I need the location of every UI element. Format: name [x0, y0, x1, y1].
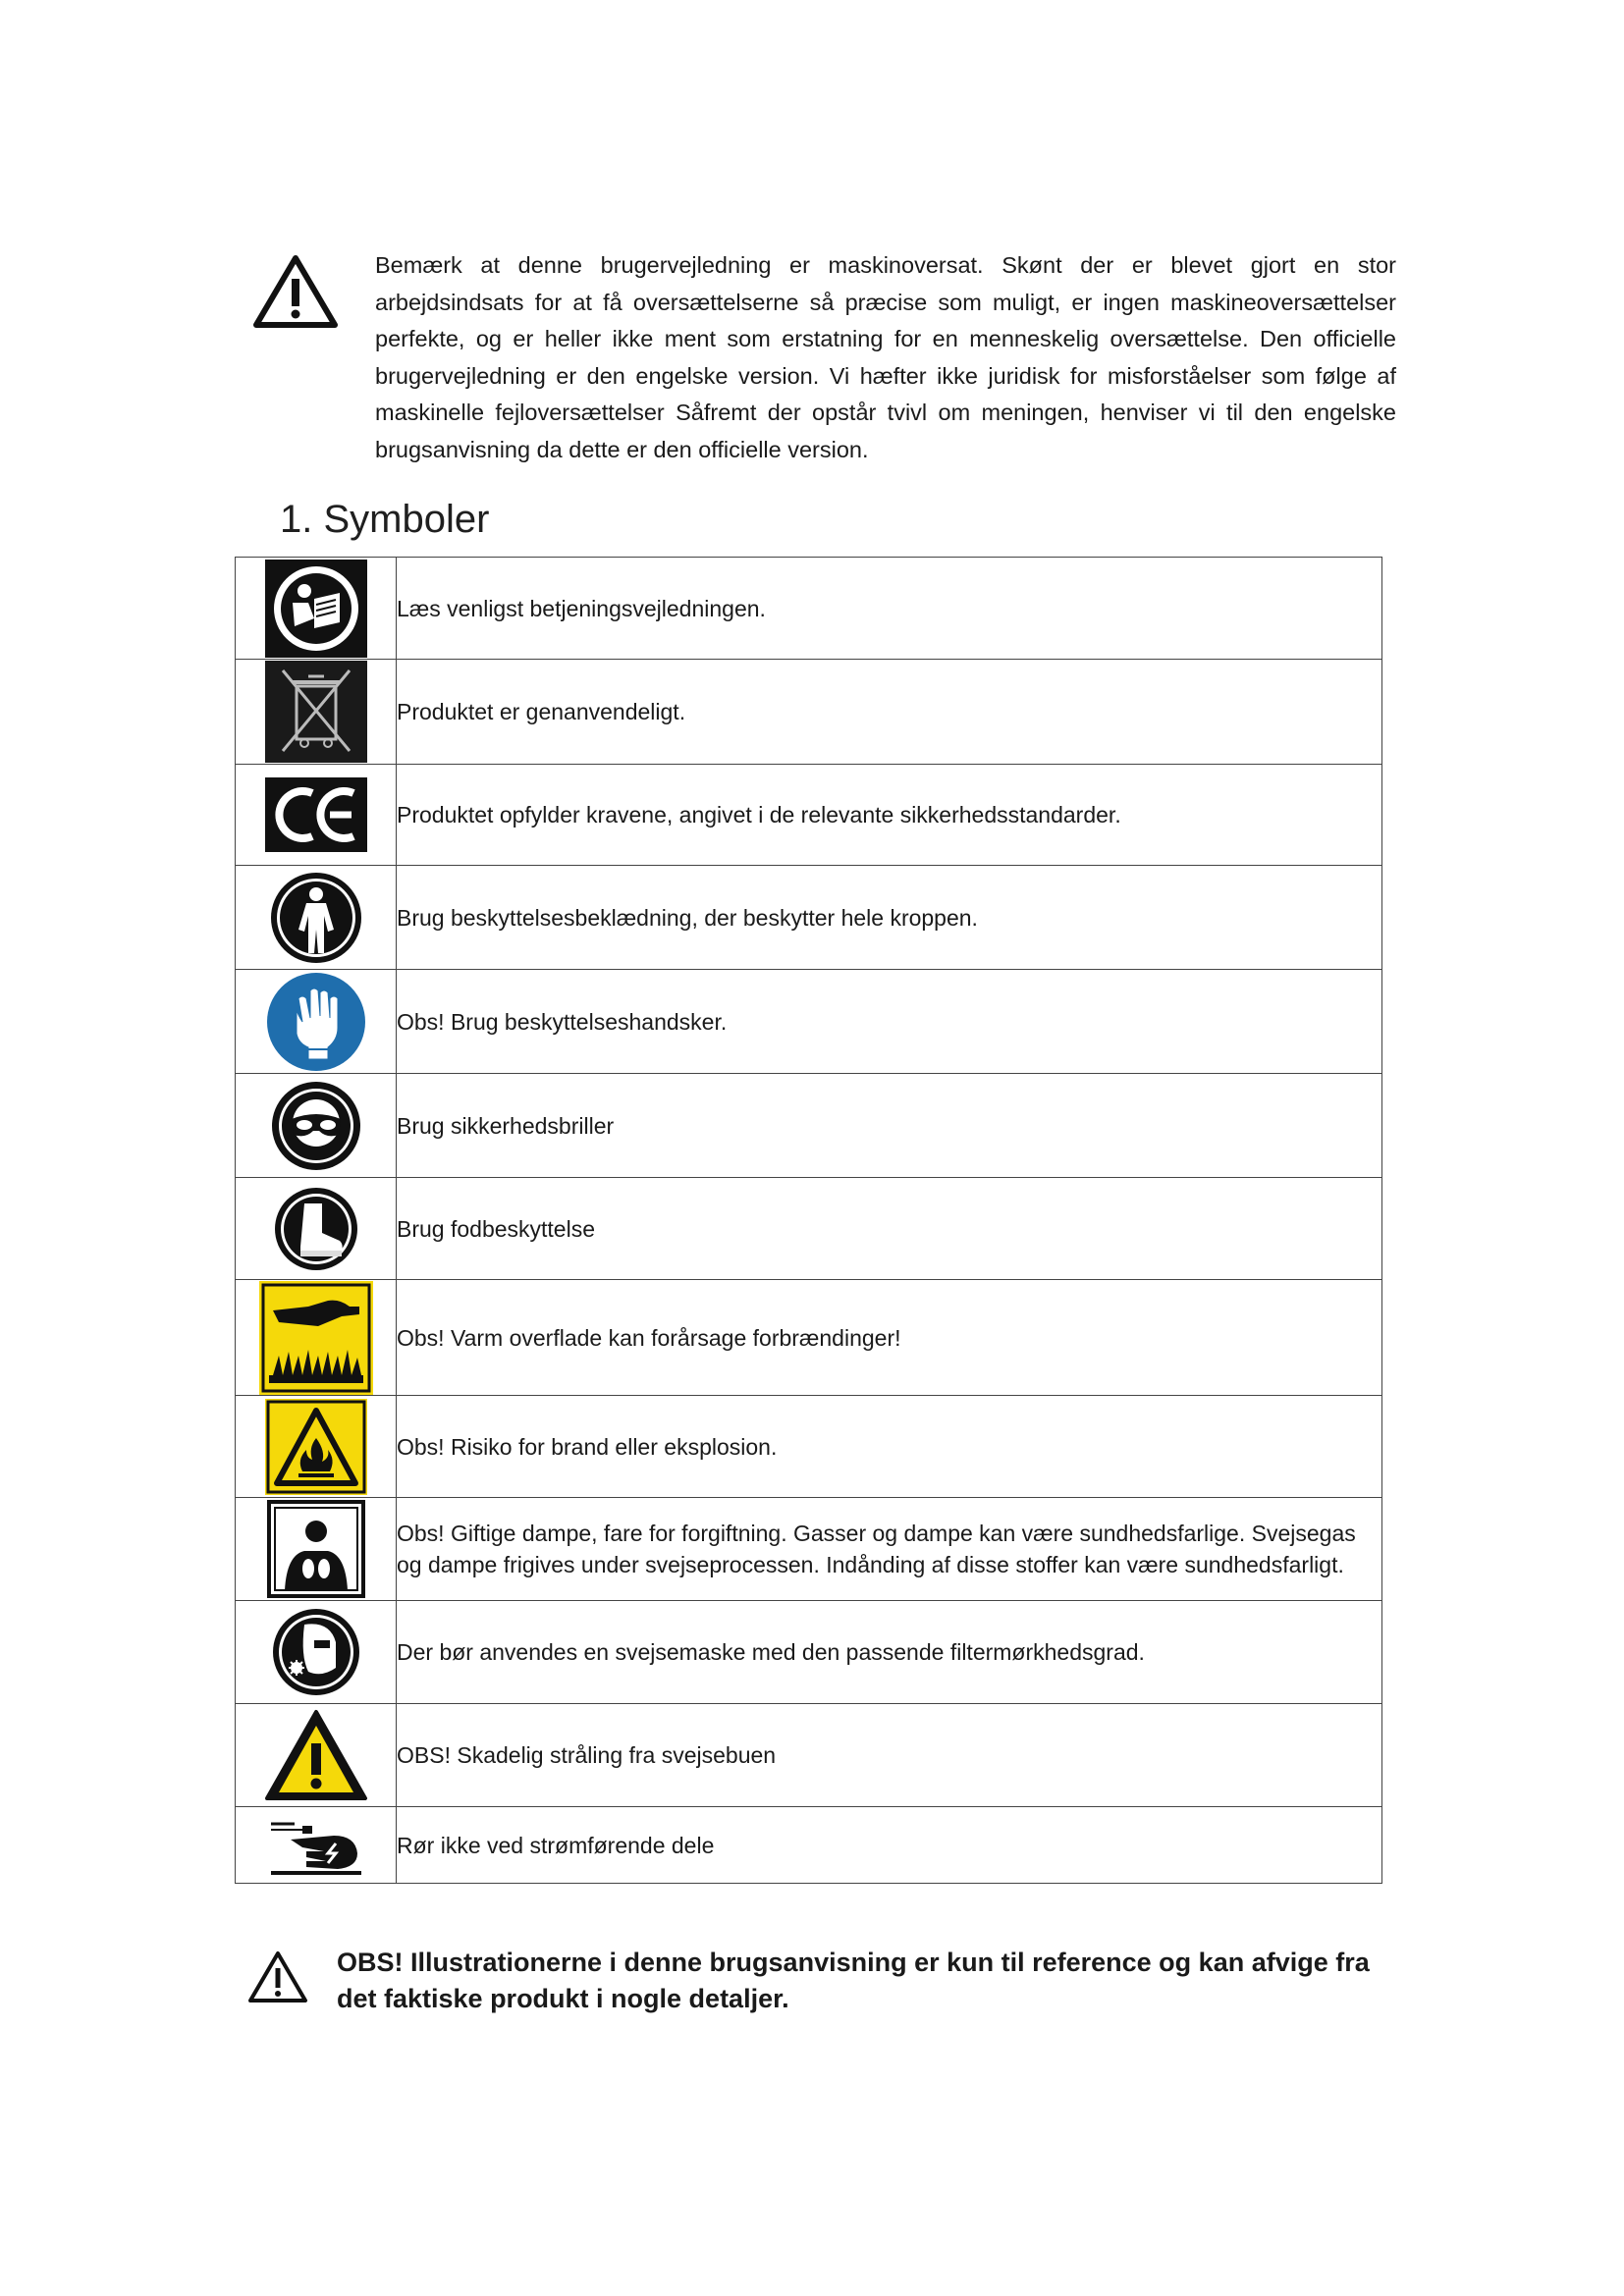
table-row — [236, 1074, 1382, 1178]
symbols-table — [235, 557, 1382, 1884]
symbol-description: Produktet opfylder kravene, angivet i de relevante sikkerhedsstandarder. — [397, 765, 1382, 866]
symbol-description: OBS! Skadelig stråling fra svejsebuen — [397, 1704, 1382, 1807]
table-row — [236, 1498, 1382, 1601]
table-row — [236, 970, 1382, 1074]
symbol-description: Der bør anvendes en svejsemaske med den passende filtermørkhedsgrad. — [397, 1601, 1382, 1704]
protective-suit-icon — [269, 871, 363, 965]
fire-hazard-icon — [265, 1399, 367, 1495]
table-row — [236, 558, 1382, 660]
electric-shock-icon — [267, 1814, 365, 1877]
crossed-bin-icon — [265, 661, 367, 763]
table-row — [236, 1807, 1382, 1884]
symbol-description: Obs! Brug beskyttelseshandsker. — [397, 970, 1382, 1074]
ce-mark-icon — [265, 777, 367, 852]
safety-goggles-icon — [270, 1080, 362, 1172]
symbol-description: Rør ikke ved strømførende dele — [397, 1807, 1382, 1884]
table-row — [236, 1280, 1382, 1396]
table-row — [236, 866, 1382, 970]
translation-disclaimer: Bemærk at denne brugervejledning er maskinoversat. Skønt der er blevet gjort en stor arbejdsindsats for at få oversættelserne så præcise som muligt, er ingen maskineoversættelser perfekte, og er heller ikke ment som erstatning for en menneskelig oversættelse. Den officielle brugervejledning er den engelske version. Vi hæfter ikke juridisk for misforståelser som følge af maskinelle fejloversættelser Såfremt der opstår tvivl om meningen, henviser vi til den engelske brugsanvisning da dette er den officielle version. — [375, 252, 1396, 462]
table-row — [236, 1178, 1382, 1280]
symbol-description: Obs! Risiko for brand eller eksplosion. — [397, 1396, 1382, 1498]
gloves-icon — [265, 971, 367, 1073]
toxic-fumes-icon — [267, 1500, 365, 1598]
table-row — [236, 1601, 1382, 1704]
warning-triangle-icon — [252, 253, 339, 330]
hot-surface-icon — [259, 1281, 373, 1395]
table-row — [236, 660, 1382, 765]
table-row — [236, 765, 1382, 866]
welding-mask-icon — [271, 1607, 361, 1697]
radiation-warning-icon — [263, 1708, 369, 1802]
safety-boot-icon — [273, 1186, 359, 1272]
symbol-description: Obs! Varm overflade kan forårsage forbrændinger! — [397, 1280, 1382, 1396]
warning-triangle-icon — [246, 1949, 309, 2004]
symbol-description: Brug sikkerhedsbriller — [397, 1074, 1382, 1178]
read-manual-icon — [265, 560, 367, 658]
symbol-description: Produktet er genanvendeligt. — [397, 660, 1382, 765]
symbol-description: Brug beskyttelsesbeklædning, der beskytter hele kroppen. — [397, 866, 1382, 970]
table-row — [236, 1396, 1382, 1498]
reference-notice: OBS! Illustrationerne i denne brugsanvisning er kun til reference og kan afvige fra det faktiske produkt i nogle detaljer. — [337, 1948, 1370, 2013]
section-heading: 1. Symboler — [280, 498, 490, 541]
symbol-description: Brug fodbeskyttelse — [397, 1178, 1382, 1280]
symbol-description: Obs! Giftige dampe, fare for forgiftning. Gasser og dampe kan være sundhedsfarlige. Svejsegas og dampe frigives under svejseprocessen. Indånding af disse stoffer kan være sundhedsfarligt. — [397, 1498, 1382, 1601]
table-row — [236, 1704, 1382, 1807]
symbol-description: Læs venligst betjeningsvejledningen. — [397, 558, 1382, 660]
